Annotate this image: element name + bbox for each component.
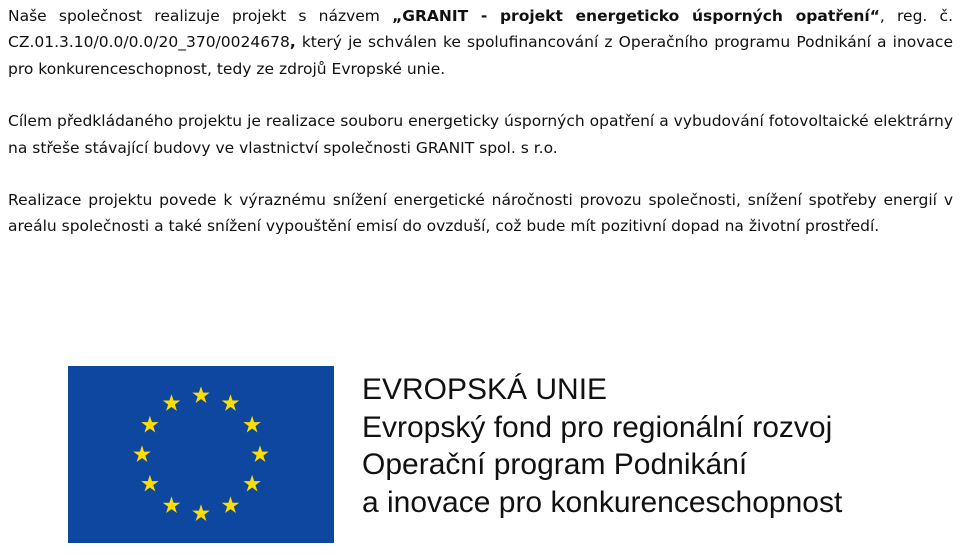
document-body (8, 3, 953, 240)
eu-logo-line-4: a inovace pro konkurenceschopnost (362, 485, 843, 519)
reg-comma: , (289, 33, 296, 52)
project-name: „GRANIT - projekt energeticko úsporných opatření“ (392, 7, 880, 25)
eu-logo-line-2: Evropský fond pro regionální rozvoj (362, 410, 833, 444)
registration-number: CZ.01.3.10/0.0/0.0/20_370/0024678 (8, 33, 290, 52)
eu-flag-icon (68, 366, 334, 543)
eu-logo-text (362, 371, 842, 521)
eu-logo-line-1: EVROPSKÁ UNIE (362, 373, 608, 406)
intro-text-2: , reg. č. (879, 7, 953, 25)
intro-text-1: Naše společnost realizuje projekt s názvem (8, 7, 393, 25)
eu-logo-line-3: Operační program Podnikání (362, 448, 748, 482)
impact-paragraph: Realizace projektu povede k výraznému snížení energetické náročnosti provozu společnosti, snížení spotřeby energií v areálu společnosti a také snížení vypouštění emisí do ovzduší, což bude mít pozitivní dopad na životní prostředí. (8, 191, 953, 236)
intro-paragraph (8, 3, 953, 82)
intro-text-3: který je schválen ke spolufinancování z Operačního programu Podnikání a inovace pro konkurenceschopnost, tedy ze zdrojů Evropské unie. (8, 33, 953, 78)
goal-paragraph: Cílem předkládaného projektu je realizace souboru energeticky úsporných opatření a vybudování fotovoltaické elektrárny na střeše stávající budovy ve vlastnictví společnosti GRANIT spol. s r.o. (8, 112, 953, 157)
